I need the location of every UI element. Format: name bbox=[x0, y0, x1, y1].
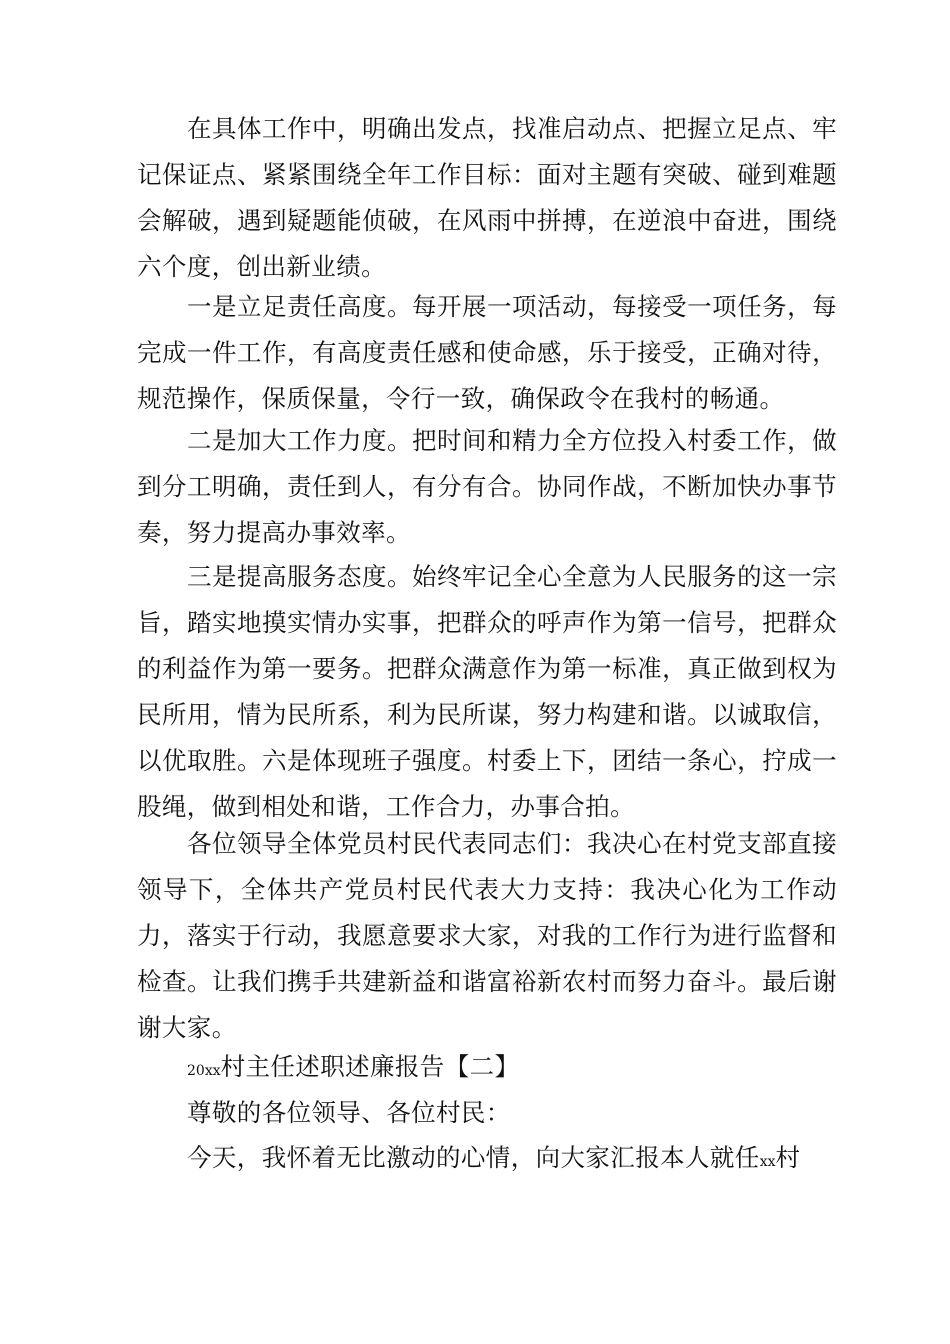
body-paragraph-1: 在具体工作中，明确出发点，找准启动点、把握立足点、牢记保证点、紧紧围绕全年工作目标：面对主题有突破、碰到难题会解破，遇到疑题能侦破，在风雨中拼搏，在逆浪中奋进，围绕六个度，创出新业绩。 bbox=[137, 114, 837, 281]
section-heading bbox=[187, 1044, 519, 1094]
body-paragraph-3: 二是加大工作力度。把时间和精力全方位投入村委工作，做到分工明确，责任到人，有分有合。协同作战，不断加快办事节奏，努力提高办事效率。 bbox=[137, 426, 837, 547]
salutation: 尊敬的各位领导、各位村民： bbox=[187, 1098, 511, 1127]
body-paragraph-4: 三是提高服务态度。始终牢记全心全意为人民服务的这一宗旨，踏实地摸实情办实事，把群众的呼声作为第一信号，把群众的利益作为第一要务。把群众满意作为第一标准，真正做到权为民所用，情为民所系，利为民所谋，努力构建和谐。以诚取信，以优取胜。六是体现班子强度。村委上下，团结一条心，拧成一股绳，做到相处和谐，工作合力，办事合拍。 bbox=[137, 562, 837, 821]
opening-suffix: 村 bbox=[775, 1143, 801, 1172]
body-paragraph-2: 一是立足责任高度。每开展一项活动，每接受一项任务，每完成一件工作，有高度责任感和使命感，乐于接受，正确对待，规范操作，保质保量，令行一致，确保政令在我村的畅通。 bbox=[137, 292, 837, 413]
opening-placeholder: xx bbox=[759, 1154, 776, 1170]
body-paragraph-5: 各位领导全体党员村民代表同志们：我决心在村党支部直接领导下，全体共产党员村民代表大力支持：我决心化为工作动力，落实于行动，我愿意要求大家，对我的工作行为进行监督和检查。让我们携手共建新益和谐富裕新农村而努力奋斗。最后谢谢大家。 bbox=[137, 829, 837, 1042]
opening-line bbox=[187, 1135, 837, 1185]
opening-text: 今天，我怀着无比激动的心情，向大家汇报本人就任 bbox=[187, 1143, 760, 1172]
section-heading-title: 村主任述职述廉报告【二】 bbox=[220, 1052, 520, 1081]
section-heading-year: 20xx bbox=[187, 1063, 221, 1079]
